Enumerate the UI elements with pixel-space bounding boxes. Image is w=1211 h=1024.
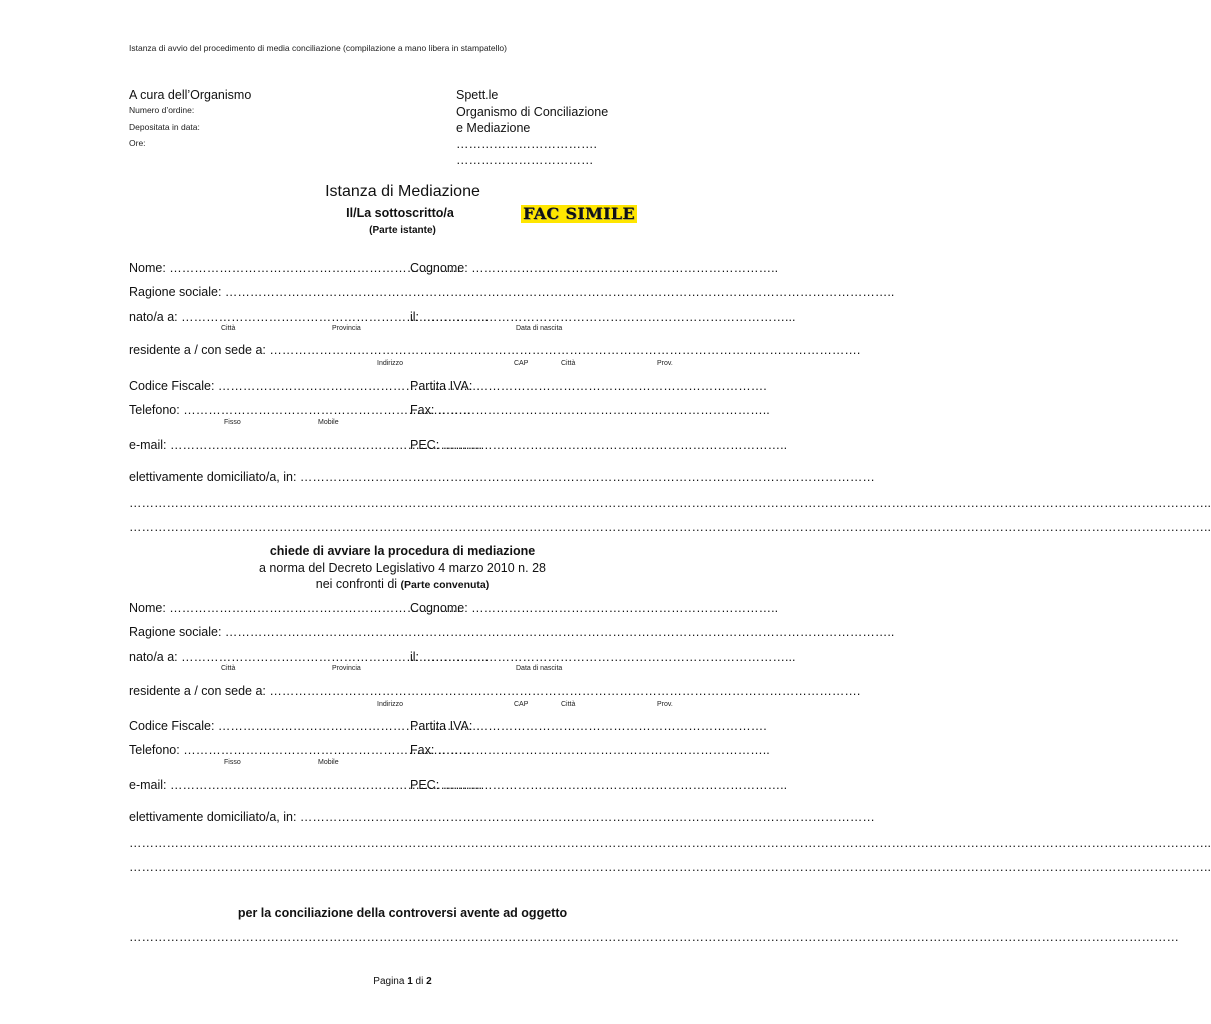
pagina-label: Pagina bbox=[373, 976, 408, 987]
confronti-prefix: nei confronti di bbox=[315, 577, 401, 591]
convenuta-cognome-field[interactable]: Cognome: ……………………………………………………………….. bbox=[410, 601, 779, 615]
convenuta-citta-hint: Città bbox=[221, 665, 236, 672]
convenuta-cap-hint: CAP bbox=[514, 701, 529, 708]
convenuta-domicilio-line2[interactable]: …………………………………………………………………………………………………………………………………………………………………………………………………………………………………….. bbox=[129, 836, 1211, 850]
norma-text: a norma del Decreto Legislativo 4 marzo 2010 n. 28 bbox=[259, 561, 546, 575]
oggetto-field[interactable]: ……………………………………………………………………………………………………………………………………………………………………………………………………………………………… bbox=[129, 930, 1179, 944]
fac-simile-stamp: FAC SIMILE bbox=[523, 204, 635, 223]
istante-mobile-hint: Mobile bbox=[318, 419, 339, 426]
istante-prov-hint: Prov. bbox=[657, 360, 673, 367]
convenuta-partita-iva-field[interactable]: Partita IVA: ……………………………………………………………. bbox=[410, 719, 767, 733]
page-footer bbox=[0, 976, 805, 987]
istante-domicilio-line2[interactable]: …………………………………………………………………………………………………………………………………………………………………………………………………………………………………….. bbox=[129, 496, 1211, 510]
convenuta-data-nascita-hint: Data di nascita bbox=[516, 665, 563, 672]
numero-ordine-label: Numero d’ordine: bbox=[129, 105, 195, 115]
convenuta-nome-field[interactable]: Nome: ……………………………………………………………. bbox=[129, 601, 461, 615]
conciliazione-heading: per la conciliazione della controversi avente ad oggetto bbox=[237, 906, 568, 920]
di-label: di bbox=[412, 976, 427, 987]
istante-cognome-field[interactable]: Cognome: ……………………………………………………………….. bbox=[410, 261, 779, 275]
istante-email-field[interactable]: e-mail: ………………………………………………………………… bbox=[129, 438, 483, 452]
istante-domicilio-line3[interactable]: …………………………………………………………………………………………………………………………………………………………………………………………………………………………………….. bbox=[129, 520, 1211, 534]
convenuta-email-field[interactable]: e-mail: ………………………………………………………………… bbox=[129, 778, 483, 792]
istante-fax-field[interactable]: Fax: …………………………………………………………………….. bbox=[410, 403, 770, 417]
convenuta-fax-field[interactable]: Fax: …………………………………………………………………….. bbox=[410, 743, 770, 757]
header-note: Istanza di avvio del procedimento di media conciliazione (compilazione a mano libera in stampatello) bbox=[129, 43, 507, 53]
recipient-line3: e Mediazione bbox=[456, 121, 531, 135]
convenuta-pec-field[interactable]: PEC: ……………………………………………………………………….. bbox=[410, 778, 788, 792]
convenuta-citta2-hint: Città bbox=[561, 701, 576, 708]
istante-data-nascita-hint: Data di nascita bbox=[516, 325, 563, 332]
convenuta-domicilio-field[interactable]: elettivamente domiciliato/a, in: ………………………………………………………………………………………………………………………… bbox=[129, 810, 875, 824]
page-current: 1 bbox=[407, 976, 413, 987]
recipient-line1: Spett.le bbox=[456, 88, 499, 102]
istante-citta2-hint: Città bbox=[561, 360, 576, 367]
parte-istante-label: (Parte istante) bbox=[369, 225, 436, 236]
istante-nato-field[interactable]: nato/a a: ……………………………………………………………….. bbox=[129, 310, 489, 324]
chiede-heading: chiede di avviare la procedura di mediazione bbox=[269, 544, 536, 558]
convenuta-prov-hint: Prov. bbox=[657, 701, 673, 708]
page-total: 2 bbox=[426, 976, 432, 987]
convenuta-ragione-sociale-field[interactable]: Ragione sociale: …………………………………………………………………………………………………………………………………………….. bbox=[129, 625, 895, 639]
istante-nome-field[interactable]: Nome: ……………………………………………………………. bbox=[129, 261, 461, 275]
depositata-label: Depositata in data: bbox=[129, 122, 200, 132]
confronti-text bbox=[0, 577, 805, 591]
convenuta-il-field[interactable]: il: ……………………………………………………………………………... bbox=[410, 650, 796, 664]
recipient-dots1: ……………………………. bbox=[456, 137, 597, 151]
convenuta-telefono-field[interactable]: Telefono: …………………………………………………………… bbox=[129, 743, 471, 757]
convenuta-codice-fiscale-field[interactable]: Codice Fiscale: ……………………………………………………… bbox=[129, 719, 481, 733]
istante-citta-hint: Città bbox=[221, 325, 236, 332]
istante-residente-field[interactable]: residente a / con sede a: ……………………………………………………………………………………………………………………………. bbox=[129, 343, 861, 357]
recipient-line2: Organismo di Conciliazione bbox=[456, 105, 609, 119]
istante-indirizzo-hint: Indirizzo bbox=[377, 360, 404, 367]
istante-provincia-hint: Provincia bbox=[332, 325, 361, 332]
convenuta-indirizzo-hint: Indirizzo bbox=[377, 701, 404, 708]
ore-label: Ore: bbox=[129, 138, 146, 148]
convenuta-mobile-hint: Mobile bbox=[318, 759, 339, 766]
istante-codice-fiscale-field[interactable]: Codice Fiscale: ……………………………………………………… bbox=[129, 379, 481, 393]
parte-convenuta-label: (Parte convenuta) bbox=[400, 579, 490, 591]
istante-cap-hint: CAP bbox=[514, 360, 529, 367]
istante-il-field[interactable]: il: ……………………………………………………………………………... bbox=[410, 310, 796, 324]
istante-pec-field[interactable]: PEC: ……………………………………………………………………….. bbox=[410, 438, 788, 452]
istante-partita-iva-field[interactable]: Partita IVA: ……………………………………………………………. bbox=[410, 379, 767, 393]
istante-telefono-field[interactable]: Telefono: …………………………………………………………… bbox=[129, 403, 471, 417]
convenuta-nato-field[interactable]: nato/a a: ……………………………………………………………….. bbox=[129, 650, 489, 664]
istante-fisso-hint: Fisso bbox=[224, 419, 241, 426]
organismo-title: A cura dell’Organismo bbox=[129, 88, 252, 102]
convenuta-residente-field[interactable]: residente a / con sede a: ……………………………………………………………………………………………………………………………. bbox=[129, 684, 861, 698]
istante-domicilio-field[interactable]: elettivamente domiciliato/a, in: ………………………………………………………………………………………………………………………… bbox=[129, 470, 875, 484]
convenuta-fisso-hint: Fisso bbox=[224, 759, 241, 766]
convenuta-domicilio-line3[interactable]: …………………………………………………………………………………………………………………………………………………………………………………………………………………………………….. bbox=[129, 860, 1211, 874]
convenuta-provincia-hint: Provincia bbox=[332, 665, 361, 672]
istante-ragione-sociale-field[interactable]: Ragione sociale: …………………………………………………………………………………………………………………………………………….. bbox=[129, 285, 895, 299]
recipient-dots2: …………………………… bbox=[456, 153, 594, 167]
page-title: Istanza di Mediazione bbox=[325, 183, 480, 200]
subtitle: Il/La sottoscritto/a bbox=[346, 206, 454, 220]
